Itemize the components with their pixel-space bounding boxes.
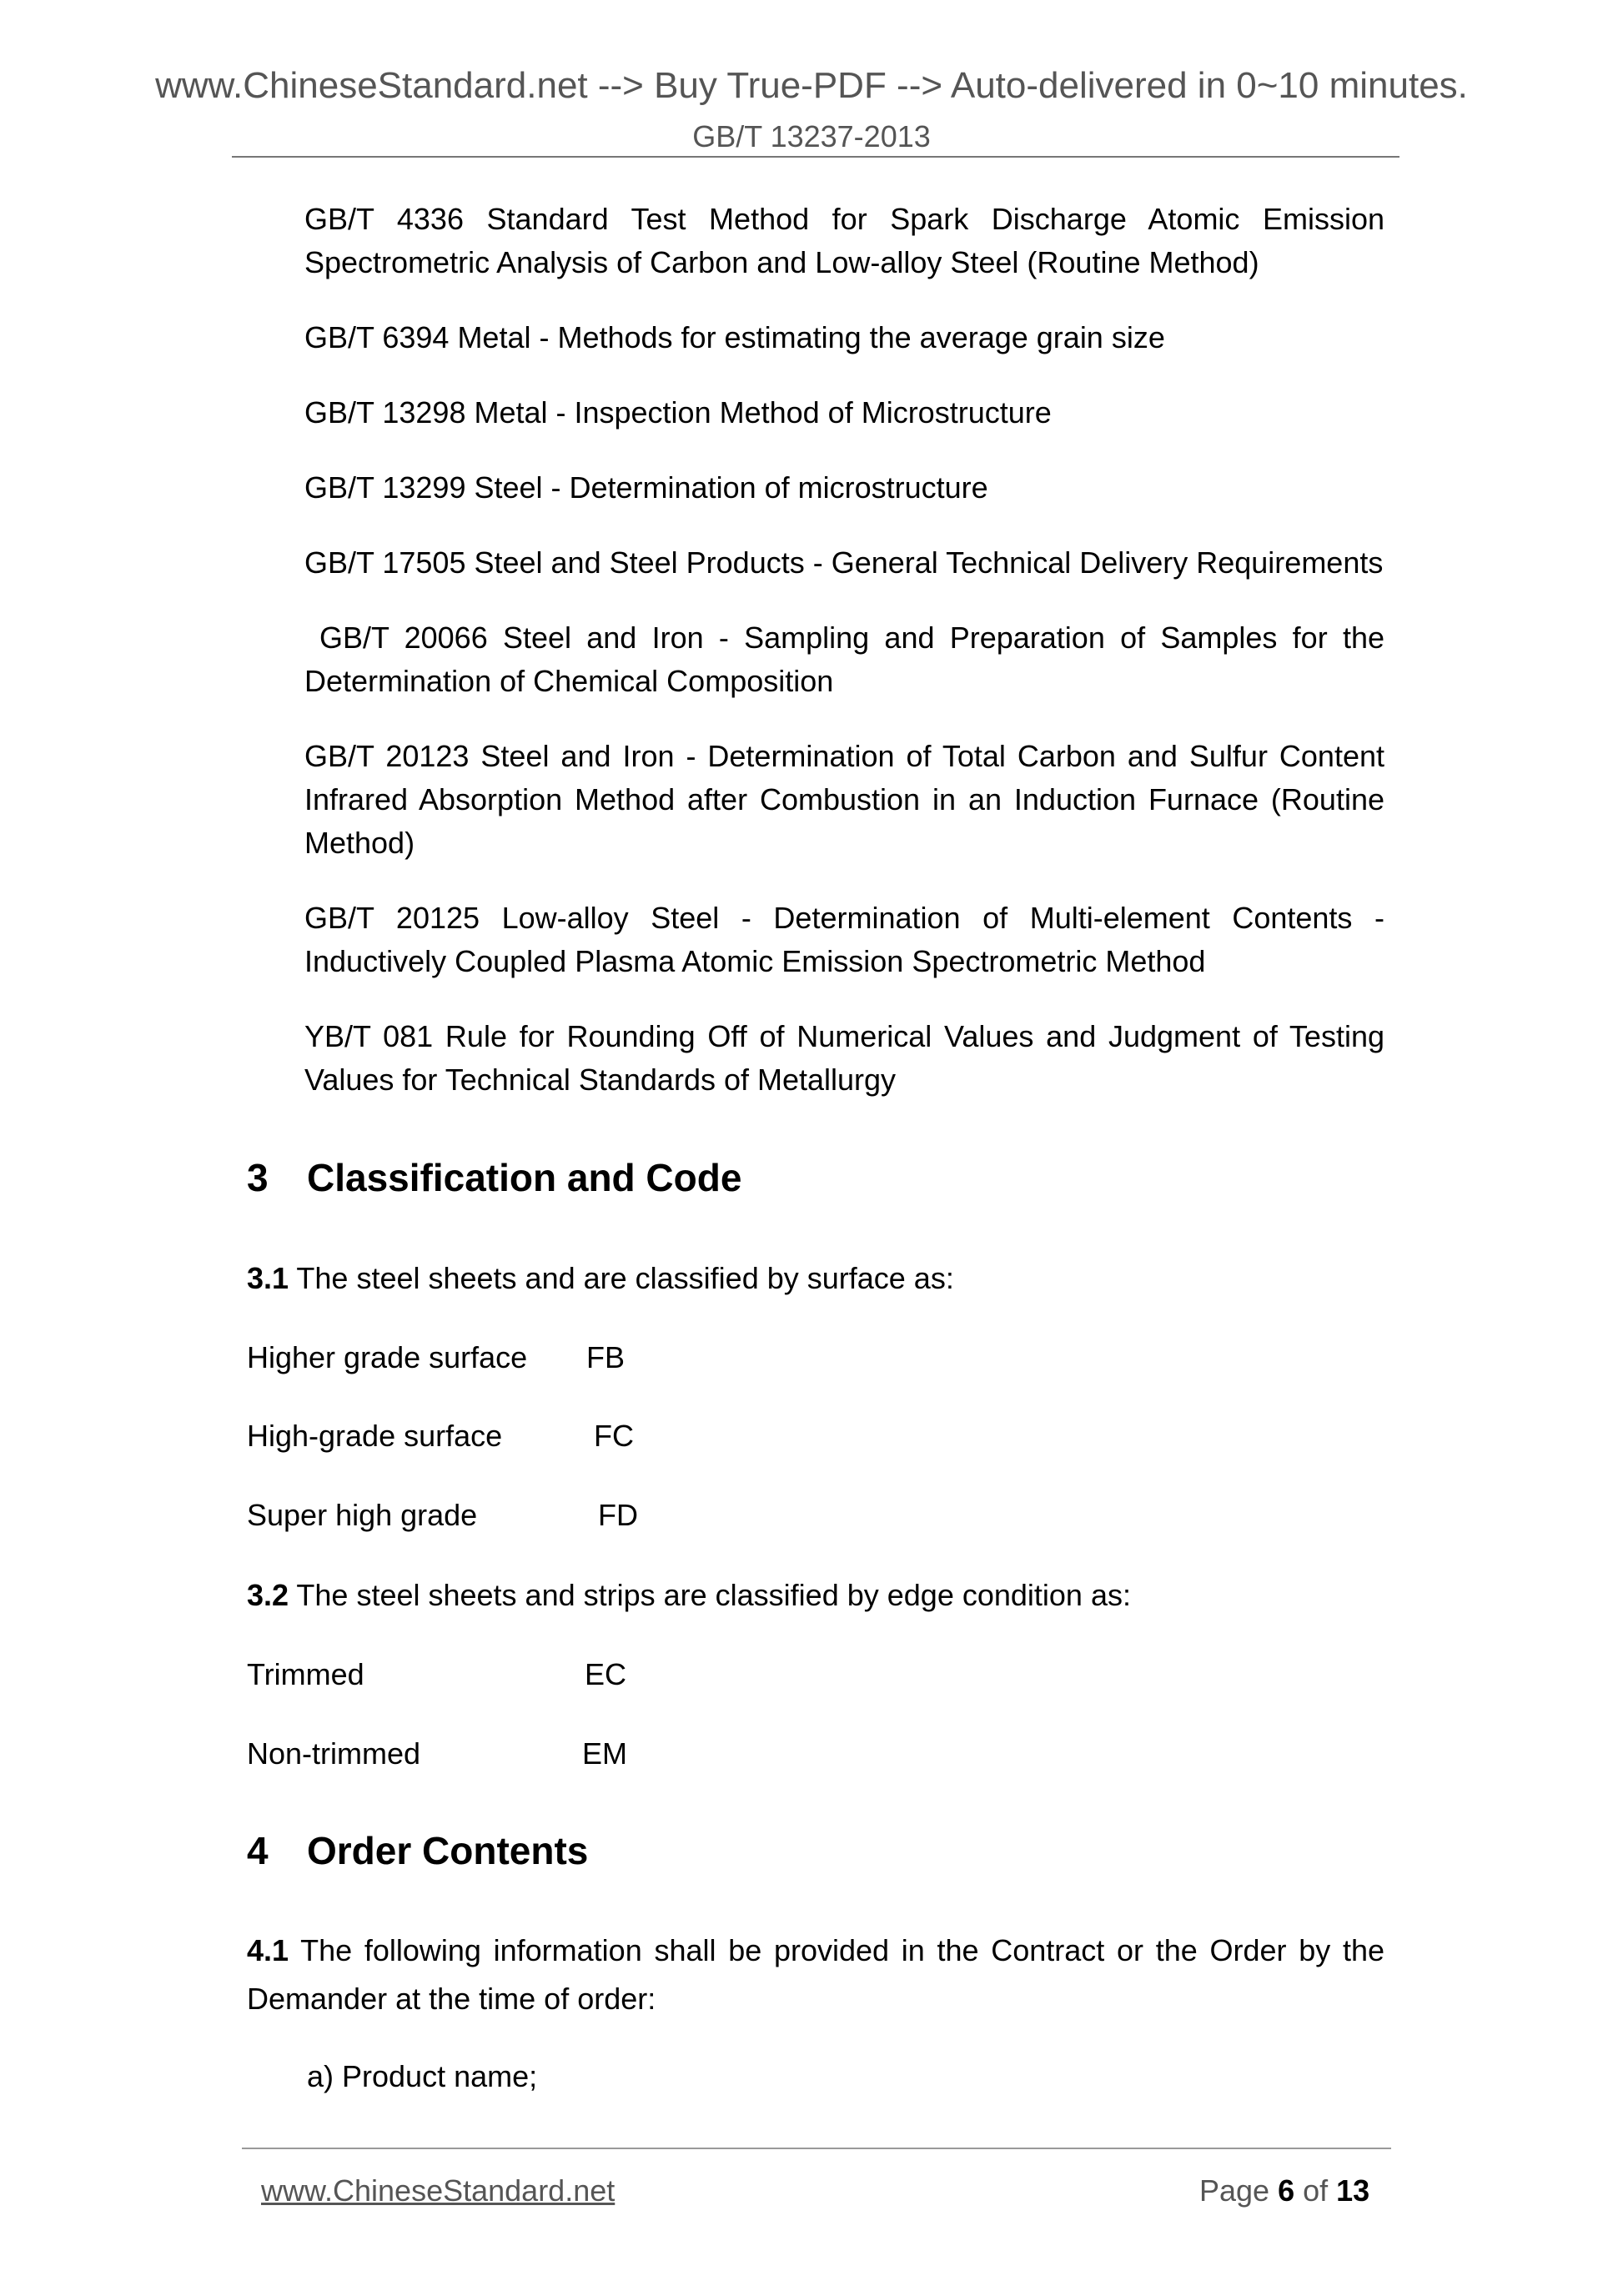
clause-3-2-text: The steel sheets and strips are classified by edge condition as:	[296, 1578, 1131, 1612]
surface-class-code: FB	[586, 1340, 626, 1374]
section-3-number: 3	[247, 1156, 269, 1199]
section-4-heading	[247, 1828, 588, 1873]
clause-3-2	[247, 1571, 1384, 1620]
surface-class-code: FC	[594, 1419, 634, 1453]
reference-yb-t-081: YB/T 081 Rule for Rounding Off of Numerical Values and Judgment of Testing Values for Technical Standards of Metallurgy	[304, 1019, 1384, 1097]
header-divider	[232, 156, 1399, 158]
surface-class-label: Higher grade surface	[247, 1340, 528, 1374]
section-4-number: 4	[247, 1829, 269, 1872]
clause-4-1-number: 4.1	[247, 1933, 289, 1967]
page-current: 6	[1278, 2173, 1295, 2208]
reference-gb-t-4336: GB/T 4336 Standard Test Method for Spark Discharge Atomic Emission Spectrometric Analysis of Carbon and Low-alloy Steel (Routine Method)	[304, 202, 1384, 279]
normative-references-list	[304, 198, 1384, 1133]
edge-condition-label: Non-trimmed	[247, 1736, 421, 1771]
reference-gb-t-6394: GB/T 6394 Metal - Methods for estimating the average grain size	[304, 320, 1165, 354]
header-banner[interactable]: www.ChineseStandard.net --> Buy True-PDF --> Auto-delivered in 0~10 minutes.	[155, 65, 1468, 106]
page-indicator	[1199, 2173, 1369, 2208]
clause-3-2-number: 3.2	[247, 1578, 289, 1612]
reference-gb-t-13299: GB/T 13299 Steel - Determination of microstructure	[304, 470, 988, 505]
section-3-heading	[247, 1155, 741, 1200]
clause-4-1-text: The following information shall be provided in the Contract or the Order by the Demander at the time of order:	[247, 1933, 1384, 2016]
edge-condition-label: Trimmed	[247, 1657, 364, 1691]
clause-3-1-text: The steel sheets and are classified by surface as:	[296, 1261, 954, 1295]
reference-gb-t-20125: GB/T 20125 Low-alloy Steel - Determination of Multi-element Contents - Inductively Coupled Plasma Atomic Emission Spectrometric Method	[304, 901, 1384, 978]
section-3-title: Classification and Code	[307, 1156, 742, 1199]
clause-3-1-number: 3.1	[247, 1261, 289, 1295]
page-prefix: Page	[1199, 2173, 1279, 2208]
surface-class-label: Super high grade	[247, 1498, 478, 1532]
page-of: of	[1294, 2173, 1337, 2208]
footer-divider	[242, 2148, 1391, 2149]
page-total: 13	[1336, 2173, 1370, 2208]
reference-gb-t-20123: GB/T 20123 Steel and Iron - Determination of Total Carbon and Sulfur Content Infrared Absorption Method after Combustion in an Induction Furnace (Routine Method)	[304, 739, 1384, 860]
reference-gb-t-13298: GB/T 13298 Metal - Inspection Method of Microstructure	[304, 395, 1052, 430]
edge-condition-code: EC	[585, 1657, 627, 1691]
surface-class-label: High-grade surface	[247, 1419, 503, 1453]
reference-gb-t-17505: GB/T 17505 Steel and Steel Products - General Technical Delivery Requirements	[304, 545, 1384, 580]
edge-condition-code: EM	[582, 1736, 627, 1771]
header-standard-number: GB/T 13237-2013	[692, 119, 931, 153]
order-item: a) Product name;	[307, 2059, 538, 2093]
section-4-title: Order Contents	[307, 1829, 589, 1872]
reference-gb-t-20066: GB/T 20066 Steel and Iron - Sampling and Preparation of Samples for the Determination of Chemical Composition	[304, 620, 1384, 698]
footer-website-link[interactable]: www.ChineseStandard.net	[261, 2173, 616, 2208]
clause-4-1	[247, 1927, 1384, 2023]
clause-3-1	[247, 1254, 1384, 1303]
surface-class-code: FD	[598, 1498, 638, 1532]
